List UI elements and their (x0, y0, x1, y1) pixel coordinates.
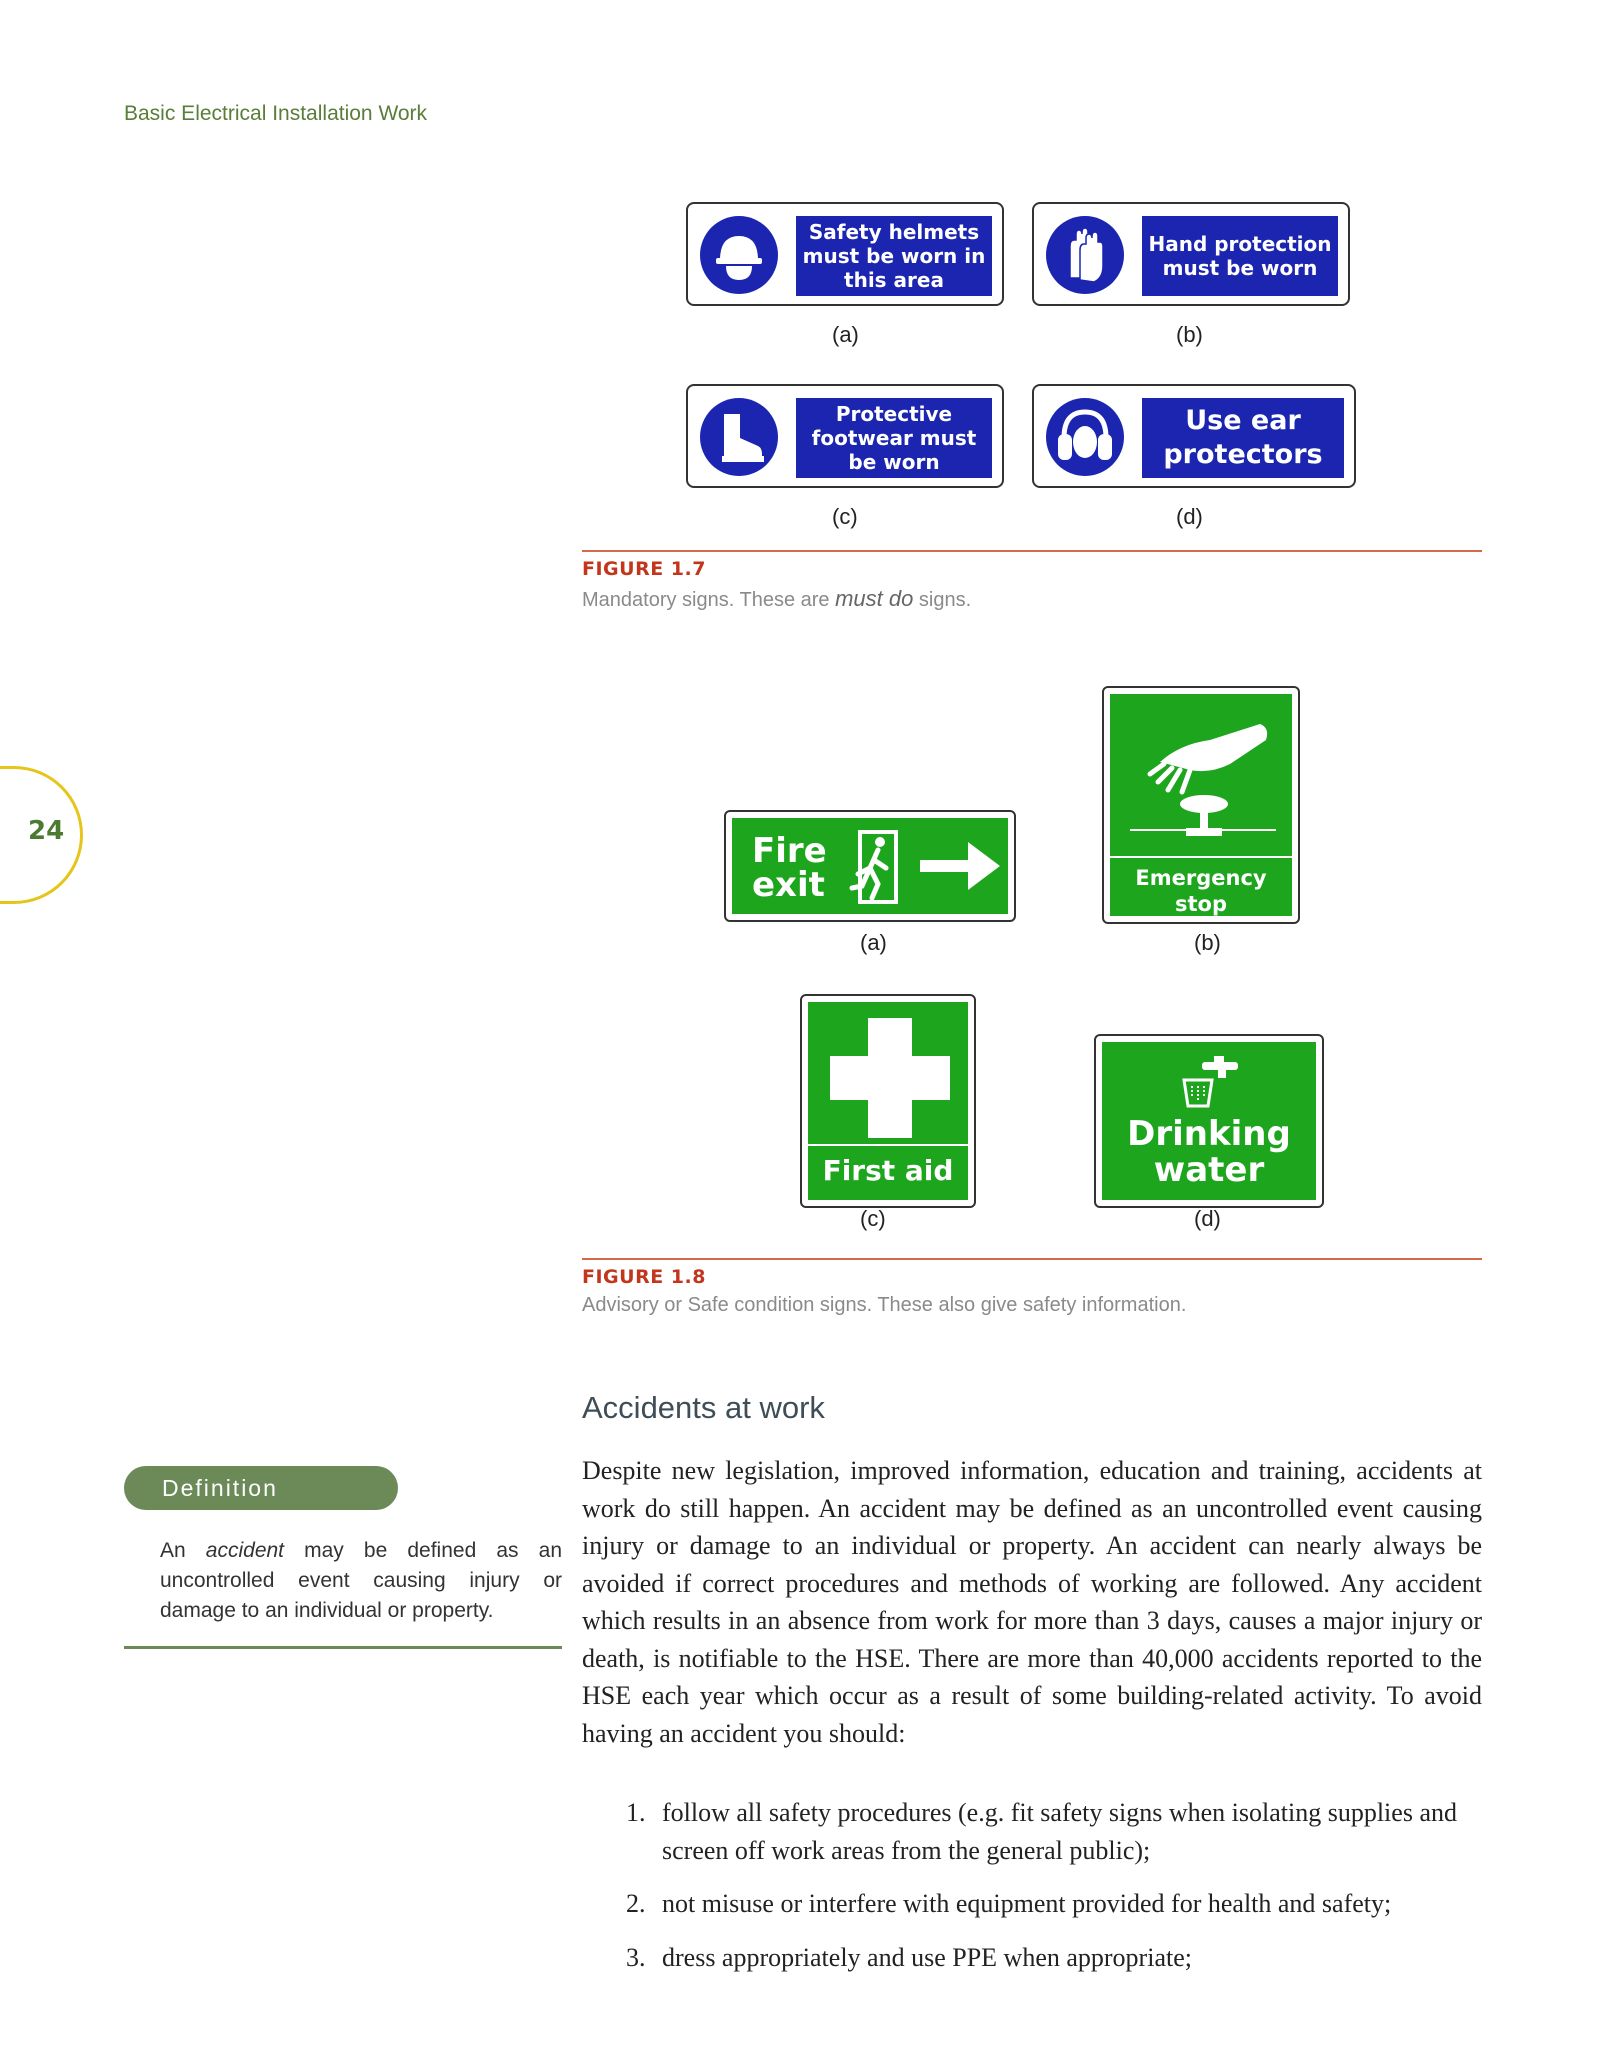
sign-first-aid (800, 994, 976, 1208)
sublabel-b: (b) (1176, 322, 1203, 347)
list-text: follow all safety procedures (e.g. fit safety signs when isolating supplies and screen off work areas from the general public); (662, 1798, 1457, 1865)
figure-rule (582, 1258, 1482, 1260)
cross-icon (826, 1014, 954, 1142)
list-item (582, 1885, 1482, 1923)
sublabel-c: (c) (860, 1206, 886, 1231)
gloves-icon (1046, 216, 1124, 294)
sign-text-line1: Emergency (1135, 866, 1267, 890)
arrow-right-icon (916, 836, 1004, 896)
running-head: Basic Electrical Installation Work (124, 102, 428, 125)
definition-text-part: may be defined as an uncontrolled event causing injury or damage to an individual or property. (160, 1539, 562, 1622)
definition-text (160, 1536, 562, 1626)
sign-text: Hand protection must be worn (1142, 216, 1338, 296)
list-text: dress appropriately and use PPE when appropriate; (662, 1942, 1192, 1972)
caption-emphasis: must do (835, 586, 914, 611)
sign-text: Protective footwear must be worn (796, 398, 992, 478)
sign-fire-exit (724, 810, 1016, 922)
sublabel-a: (a) (860, 930, 887, 955)
ear-defenders-icon (1046, 398, 1124, 476)
helmet-icon (700, 216, 778, 294)
list-number: 2. (626, 1889, 646, 1918)
sign-text-line1: Drinking (1127, 1114, 1291, 1154)
list-item (582, 1794, 1482, 1869)
sign-ear-protectors (1032, 384, 1356, 488)
sublabel-a: (a) (832, 322, 859, 347)
tap-glass-icon (1178, 1054, 1244, 1108)
sign-drinking-water (1094, 1034, 1324, 1208)
sublabel-c: (c) (832, 504, 858, 529)
section-heading: Accidents at work (582, 1390, 825, 1425)
figure-caption: Advisory or Safe condition signs. These also give safety information. (582, 1294, 1187, 1316)
caption-text: signs. (913, 589, 972, 611)
running-man-icon (844, 824, 904, 910)
precautions-list (582, 1794, 1482, 1992)
sign-text: First aid (822, 1154, 954, 1187)
sign-text: Safety helmets must be worn in this area (796, 216, 992, 296)
sublabel-d: (d) (1176, 504, 1203, 529)
sign-text-line2: stop (1175, 892, 1227, 916)
list-number: 1. (626, 1798, 646, 1827)
sign-protective-footwear (686, 384, 1004, 488)
sign-text-line2: water (1153, 1150, 1265, 1190)
list-number: 3. (626, 1942, 646, 1972)
figure-label: FIGURE 1.7 (582, 558, 706, 580)
sublabel-b: (b) (1194, 930, 1221, 955)
body-paragraph: Despite new legislation, improved information, education and training, accidents at work do still happen. An accident may be defined as an uncontrolled event causing injury or damage to an individual or property. An accident can nearly always be avoided if correct procedures and methods of working are followed. Any accident which results in an absence from work for more than 3 days, causes a major injury or death, is notifiable to the HSE. There are more than 40,000 accidents reported to the HSE each year which occur as a result of some building-related activity. To avoid having an accident you should: (582, 1456, 1482, 1748)
caption-text: Mandatory signs. These are (582, 589, 836, 611)
sign-text-line1: Fire (752, 831, 827, 871)
emergency-stop-hand-icon (1120, 704, 1286, 854)
sign-safety-helmets (686, 202, 1004, 306)
definition-text-part: An (160, 1539, 206, 1562)
definition-title: Definition (124, 1466, 398, 1510)
boot-icon (700, 398, 778, 476)
sign-hand-protection (1032, 202, 1350, 306)
definition-term: accident (205, 1539, 285, 1562)
figure-rule (582, 550, 1482, 552)
page-number: 24 (28, 816, 65, 846)
definition-rule (124, 1646, 562, 1649)
sign-text-line2: exit (752, 865, 825, 905)
figure-caption (582, 586, 971, 612)
sublabel-d: (d) (1194, 1206, 1221, 1231)
sign-text: Use ear protectors (1142, 398, 1344, 478)
list-item (582, 1939, 1482, 1977)
sign-emergency-stop (1102, 686, 1300, 924)
list-text: not misuse or interfere with equipment provided for health and safety; (662, 1889, 1392, 1918)
figure-label: FIGURE 1.8 (582, 1266, 706, 1288)
